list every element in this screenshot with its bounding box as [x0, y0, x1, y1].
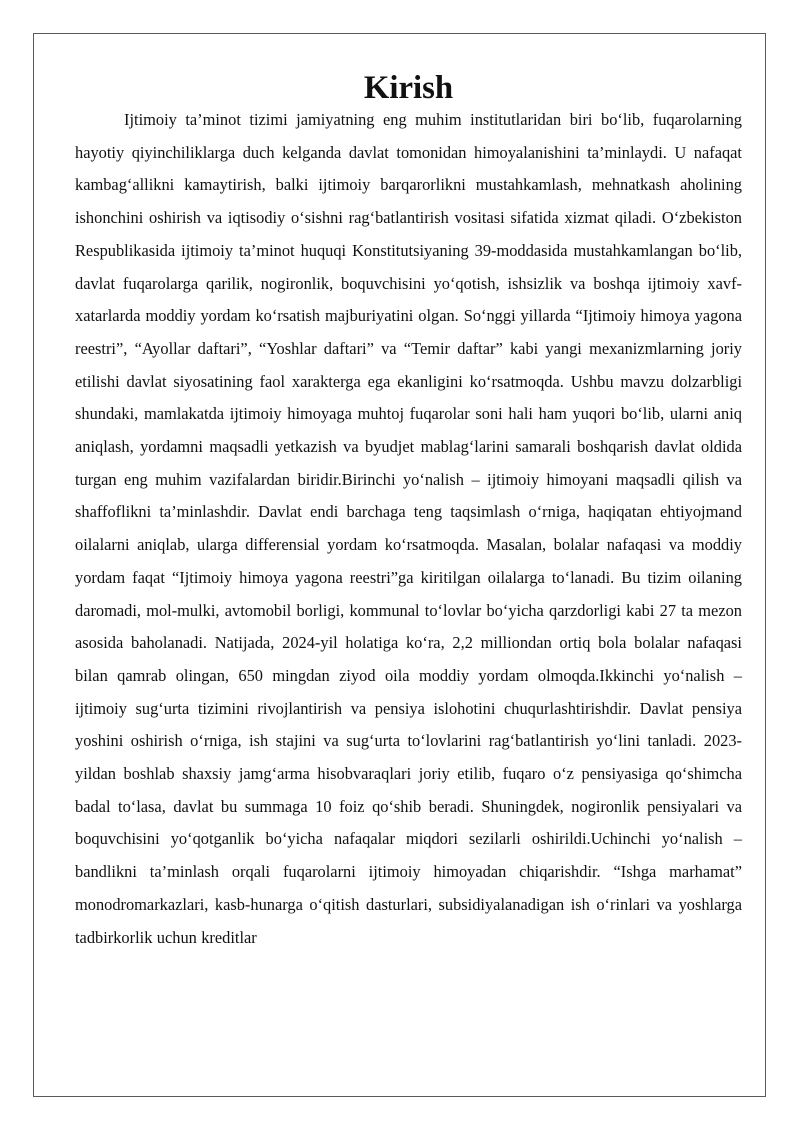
document-body	[75, 72, 742, 954]
body-paragraph: Ijtimoiy ta’minot tizimi jamiyatning eng muhim institutlaridan biri bo‘lib, fuqarolarning hayotiy qiyinchiliklarga duch kelganda davlat tomonidan himoyalanishini ta’minlaydi. U nafaqat kambag‘allikni kamaytirish, balki ijtimoiy barqarorlikni mustahkamlash, mehnatkash aholining ishonchini oshirish va iqtisodiy o‘sishni rag‘batlantirish vositasi sifatida xizmat qiladi. O‘zbekiston Respublikasida ijtimoiy ta’minot huquqi Konstitutsiyaning 39-moddasida mustahkamlangan bo‘lib, davlat fuqarolarga qarilik, nogironlik, boquvchisini yo‘qotish, ishsizlik va boshqa ijtimoiy xavf-xatarlarda moddiy yordam ko‘rsatish majburiyatini olgan. So‘nggi yillarda “Ijtimoiy himoya yagona reestri”, “Ayollar daftari”, “Yoshlar daftari” va “Temir daftar” kabi yangi mexanizmlarning joriy etilishi davlat siyosatining faol xarakterga ega ekanligini ko‘rsatmoqda. Ushbu mavzu dolzarbligi shundaki, mamlakatda ijtimoiy himoyaga muhtoj fuqarolar soni hali ham yuqori bo‘lib, ularni aniq aniqlash, yordamni maqsadli yetkazish va byudjet mablag‘larini samarali boshqarish davlat oldida turgan eng muhim vazifalardan biridir.Birinchi yo‘nalish – ijtimoiy himoyani maqsadli qilish va shaffoflikni ta’minlashdir. Davlat endi barchaga teng taqsimlash o‘rniga, haqiqatan ehtiyojmand oilalarni aniqlab, ularga differensial yordam ko‘rsatmoqda. Masalan, bolalar nafaqasi va moddiy yordam faqat “Ijtimoiy himoya yagona reestri”ga kiritilgan oilalarga to‘lanadi. Bu tizim oilaning daromadi, mol-mulki, avtomobil borligi, kommunal to‘lovlar bo‘yicha qarzdorligi kabi 27 ta mezon asosida baholanadi. Natijada, 2024-yil holatiga ko‘ra, 2,2 milliondan ortiq bola bolalar nafaqasi bilan qamrab olingan, 650 mingdan ziyod oila moddiy yordam olmoqda.Ikkinchi yo‘nalish – ijtimoiy sug‘urta tizimini rivojlantirish va pensiya islohotini chuqurlashtirishdir. Davlat pensiya yoshini oshirish o‘rniga, ish stajini va sug‘urta to‘lovlarini rag‘batlantirish yo‘lini tanladi. 2023-yildan boshlab shaxsiy jamg‘arma hisobvaraqlari joriy etilib, fuqaro o‘z pensiyasiga qo‘shimcha badal to‘lasa, davlat bu summaga 10 foiz qo‘shib beradi. Shuningdek, nogironlik pensiyalari va boquvchisini yo‘qotganlik bo‘yicha nafaqalar miqdori sezilarli oshirildi.Uchinchi yo‘nalish – bandlikni ta’minlash orqali fuqarolarni ijtimoiy himoyadan chiqarishdir. “Ishga marhamat” monodromarkazlari, kasb-hunarga o‘qitish dasturlari, subsidiyalanadigan ish o‘rinlari va yoshlarga tadbirkorlik uchun kreditlar	[75, 110, 742, 947]
document-title: Kirish	[363, 70, 454, 106]
